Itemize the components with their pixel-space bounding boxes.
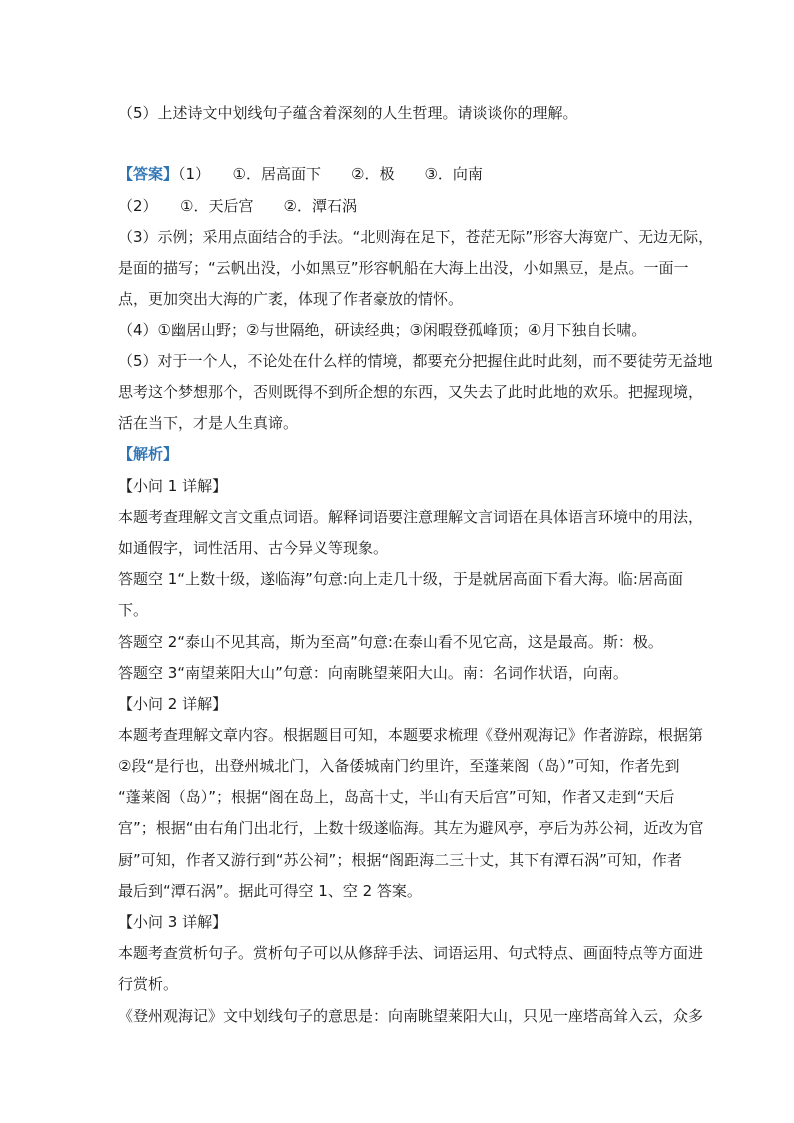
q1-para-2-line-2: 下。 (118, 601, 149, 619)
q2-line-1: 本题考查理解文章内容。根据题目可知，本题要求梳理《登州观海记》作者游踪，根据第 (118, 726, 704, 744)
q1-para-2-line-1: 答题空 1“上数十级，遂临海”句意:向上走几十级，于是就居高面下看大海。临:居高面 (118, 570, 683, 588)
question-5: （5）上述诗文中划线句子蕴含着深刻的人生哲理。请谈谈你的理解。 (118, 104, 578, 122)
q2-line-3: “蓬莱阁（岛）”；根据“阁在岛上，岛高十丈，半山有天后宫”可知，作者又走到“天后 (118, 788, 675, 806)
answer-3-line-3: 点，更加突出大海的广袤，体现了作者豪放的情怀。 (118, 290, 464, 308)
q2-line-6: 最后到“潭石涡”。据此可得空 1、空 2 答案。 (118, 882, 422, 900)
q2-line-4: 宫”；根据“由右角门出北行，上数十级遂临海。其左为避风亭，亭后为苏公祠，近改为官 (118, 819, 704, 837)
answer-label: 【答案】 (118, 165, 179, 183)
q1-para-3: 答题空 2“泰山不见其高，斯为至高”句意:在泰山看不见它高，这是最高。斯：极。 (118, 633, 663, 651)
answer-line-1 (118, 164, 483, 184)
q1-para-4: 答题空 3“南望莱阳大山”句意：向南眺望莱阳大山。南：名词作状语，向南。 (118, 664, 628, 682)
answer-3-line-1: （3）示例；采用点面结合的手法。“北则海在足下，苍茫无际”形容大海宽广、无边无际， (118, 228, 714, 246)
q2-line-2: ②段“是行也，出登州城北门，入备倭城南门约里许，至蓬莱阁（岛）”可知，作者先到 (118, 757, 680, 775)
answer-4: （4）①幽居山野；②与世隔绝，研读经典；③闲暇登孤峰顶；④月下独自长啸。 (118, 321, 647, 339)
q1-heading: 【小问 1 详解】 (118, 477, 228, 495)
q3-heading: 【小问 3 详解】 (118, 913, 228, 931)
answer-2: （2） ①．天后宫 ②．潭石涡 (118, 197, 357, 215)
analysis-label: 【解析】 (118, 445, 179, 463)
answer-5-line-3: 活在当下，才是人生真谛。 (118, 414, 299, 432)
q1-para-1-line-2: 如通假字，词性活用、古今异义等现象。 (118, 539, 389, 557)
answer-5-line-2: 思考这个梦想那个，否则既得不到所企想的东西，又失去了此时此地的欢乐。把握现境， (118, 383, 704, 401)
q2-line-5: 厨”可知，作者又游行到“苏公祠”；根据“阁距海二三十丈，其下有潭石涡”可知，作者 (118, 851, 682, 869)
answer-1: （1） ①．居高面下 ②．极 ③．向南 (178, 165, 483, 183)
q3-para-1-line-1: 本题考查赏析句子。赏析句子可以从修辞手法、词语运用、句式特点、画面特点等方面进 (118, 944, 704, 962)
answer-3-line-2: 是面的描写；“云帆出没，小如黑豆”形容帆船在大海上出没，小如黑豆，是点。一面一 (118, 259, 689, 277)
q3-para-2: 《登州观海记》文中划线句子的意思是：向南眺望莱阳大山，只见一座塔高耸入云，众多 (118, 1007, 704, 1025)
q2-heading: 【小问 2 详解】 (118, 695, 228, 713)
answer-5-line-1: （5）对于一个人，不论处在什么样的情境，都要充分把握住此时此刻，而不要徒劳无益地 (118, 352, 713, 370)
q1-para-1-line-1: 本题考查理解文言文重点词语。解释词语要注意理解文言词语在具体语言环境中的用法， (118, 508, 704, 526)
q3-para-1-line-2: 行赏析。 (118, 975, 179, 993)
